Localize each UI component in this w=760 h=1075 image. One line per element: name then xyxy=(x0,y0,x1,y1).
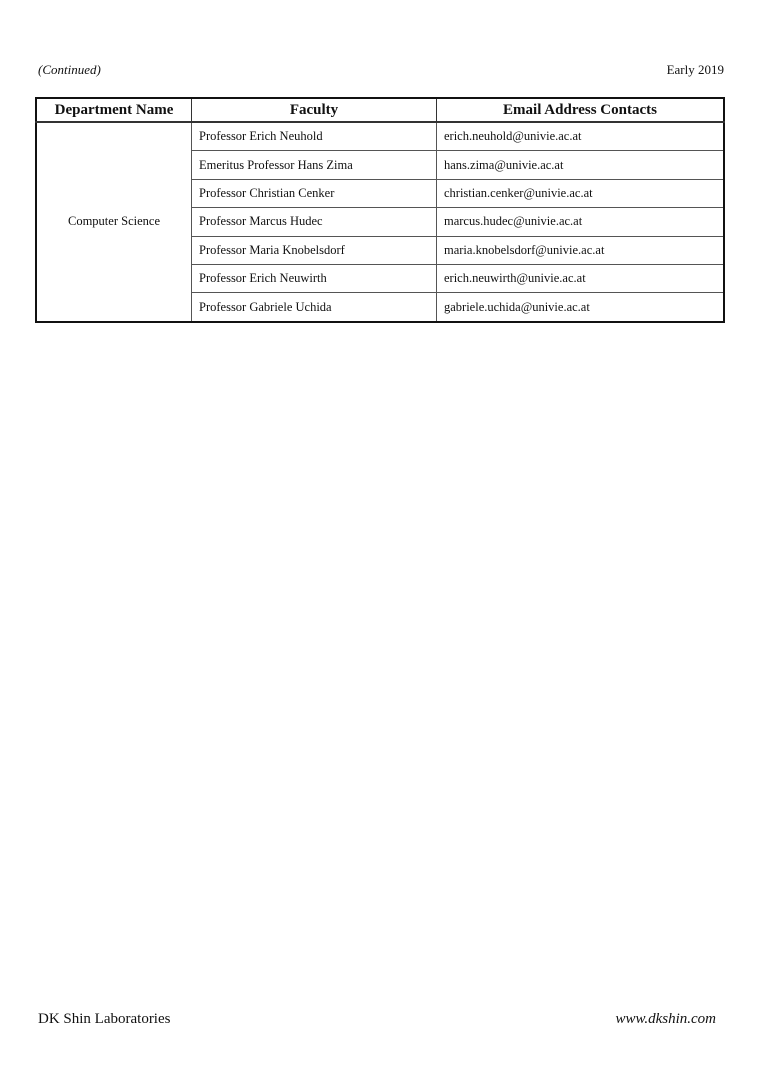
footer-lab-name: DK Shin Laboratories xyxy=(38,1011,171,1027)
faculty-cell: Professor Erich Neuwirth xyxy=(192,264,437,292)
header-faculty: Faculty xyxy=(192,98,437,122)
faculty-table xyxy=(35,97,725,323)
email-cell: christian.cenker@univie.ac.at xyxy=(437,179,725,207)
header-email: Email Address Contacts xyxy=(437,98,725,122)
table-row xyxy=(36,122,724,151)
email-cell: erich.neuwirth@univie.ac.at xyxy=(437,264,725,292)
email-cell: hans.zima@univie.ac.at xyxy=(437,151,725,179)
faculty-cell: Professor Marcus Hudec xyxy=(192,208,437,236)
email-cell: marcus.hudec@univie.ac.at xyxy=(437,208,725,236)
email-cell: maria.knobelsdorf@univie.ac.at xyxy=(437,236,725,264)
faculty-cell: Emeritus Professor Hans Zima xyxy=(192,151,437,179)
department-cell: Computer Science xyxy=(36,122,192,322)
faculty-cell: Professor Erich Neuhold xyxy=(192,122,437,151)
faculty-cell: Professor Christian Cenker xyxy=(192,179,437,207)
email-cell: gabriele.uchida@univie.ac.at xyxy=(437,293,725,322)
date-label: Early 2019 xyxy=(666,62,724,77)
continued-label: (Continued) xyxy=(38,62,101,77)
faculty-cell: Professor Maria Knobelsdorf xyxy=(192,236,437,264)
faculty-cell: Professor Gabriele Uchida xyxy=(192,293,437,322)
footer-website: www.dkshin.com xyxy=(615,1011,716,1027)
header-department: Department Name xyxy=(36,98,192,122)
email-cell: erich.neuhold@univie.ac.at xyxy=(437,122,725,151)
